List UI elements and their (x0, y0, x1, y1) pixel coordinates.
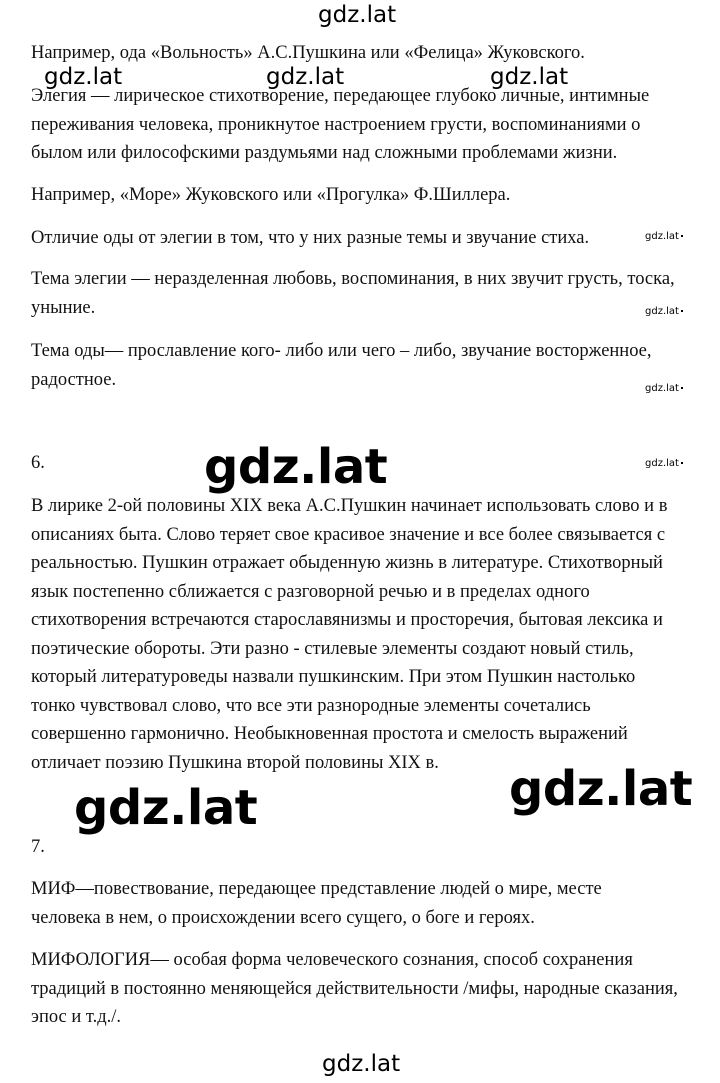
paragraph-elegy-theme (31, 265, 703, 322)
watermark-row-left: gdz.lat (44, 64, 123, 90)
text-line: Элегия — лирическое стихотворение, передающее глубоко личные, интимные (31, 86, 650, 106)
text-line: МИФОЛОГИЯ— особая форма человеческого сознания, способ сохранения (31, 950, 633, 970)
text-line: реальностью. Пушкин отражает обыденную жизнь в литературе. Стихотворный (31, 553, 663, 573)
text-line: поэтические обороты. Эти разно - стилевые элементы создают новый стиль, (31, 638, 634, 659)
watermark-top: gdz.lat (318, 2, 397, 28)
text-line: 6. (31, 453, 45, 473)
text-line: описаниях быта. Слово теряет свое красивое значение и все более связывается с (31, 524, 666, 545)
watermark-small-1: gdz.lat (645, 231, 683, 242)
text-line: эпос и т.д./. (31, 1007, 122, 1027)
text-line: человека в нем, о происхождении всего сущего, о боге и героях. (31, 907, 535, 928)
watermark-row-center: gdz.lat (266, 64, 345, 90)
paragraph-pushkin-lyrics (31, 492, 703, 777)
paragraph-ode-elegy-difference (31, 224, 703, 253)
text-line: язык постепенно сближается с разговорной речью и в пределах одного (31, 581, 590, 602)
text-line: радостное. (31, 369, 117, 390)
text-line: отличает поэзию Пушкина второй половины XIX в. (31, 752, 439, 773)
text-line: тонко чувствовал слово, что все эти разнородные элементы сочетались (31, 695, 591, 716)
text-line: уныние. (31, 297, 96, 318)
paragraph-elegy-definition (31, 82, 703, 168)
watermark-small-2: gdz.lat (645, 306, 683, 317)
text-line: Тема оды— прославление кого- либо или чего – либо, звучание восторженное, (31, 341, 652, 361)
text-line: Например, «Море» Жуковского или «Прогулка» Ф.Шиллера. (31, 185, 511, 205)
text-line: совершенно гармонично. Необыкновенная простота и смелость выражений (31, 724, 628, 744)
text-line: былом или философскими раздумьями над сложными проблемами жизни. (31, 143, 618, 163)
paragraph-ode-example (31, 39, 703, 68)
text-line: 7. (31, 837, 45, 857)
watermark-small-3: gdz.lat (645, 383, 683, 394)
text-line: Тема элегии — неразделенная любовь, воспоминания, в них звучит грусть, тоска, (31, 269, 675, 289)
section-number-7 (31, 833, 703, 862)
text-line: стихотворения встречаются старославянизмы и просторечия, бытовая лексика и (31, 610, 663, 630)
text-line: Отличие оды от элегии в том, что у них разные темы и звучание стиха. (31, 228, 590, 248)
text-line: который литературоведы назвали пушкинским. При этом Пушкин настолько (31, 667, 636, 687)
text-line: МИФ—повествование, передающее представление людей о мире, месте (31, 879, 602, 899)
text-line: В лирике 2-ой половины XIX века А.С.Пушкин начинает использовать слово и в (31, 496, 668, 516)
watermark-small-4: gdz.lat (645, 458, 683, 469)
text-line: Например, ода «Вольность» А.С.Пушкина или «Фелица» Жуковского. (31, 43, 585, 63)
paragraph-myth-definition (31, 875, 703, 932)
paragraph-mythology-definition (31, 946, 703, 1032)
text-line: традиций в постоянно меняющейся действительности /мифы, народные сказания, (31, 978, 678, 999)
watermark-large-right: gdz.lat (509, 761, 693, 817)
text-line: переживания человека, проникнутое настроением грусти, воспоминаниями о (31, 114, 641, 135)
watermark-bottom: gdz.lat (322, 1051, 401, 1077)
watermark-large-center: gdz.lat (204, 439, 388, 495)
paragraph-ode-theme (31, 337, 703, 394)
paragraph-elegy-example (31, 181, 703, 210)
watermark-large-left: gdz.lat (74, 780, 258, 836)
watermark-row-right: gdz.lat (490, 64, 569, 90)
